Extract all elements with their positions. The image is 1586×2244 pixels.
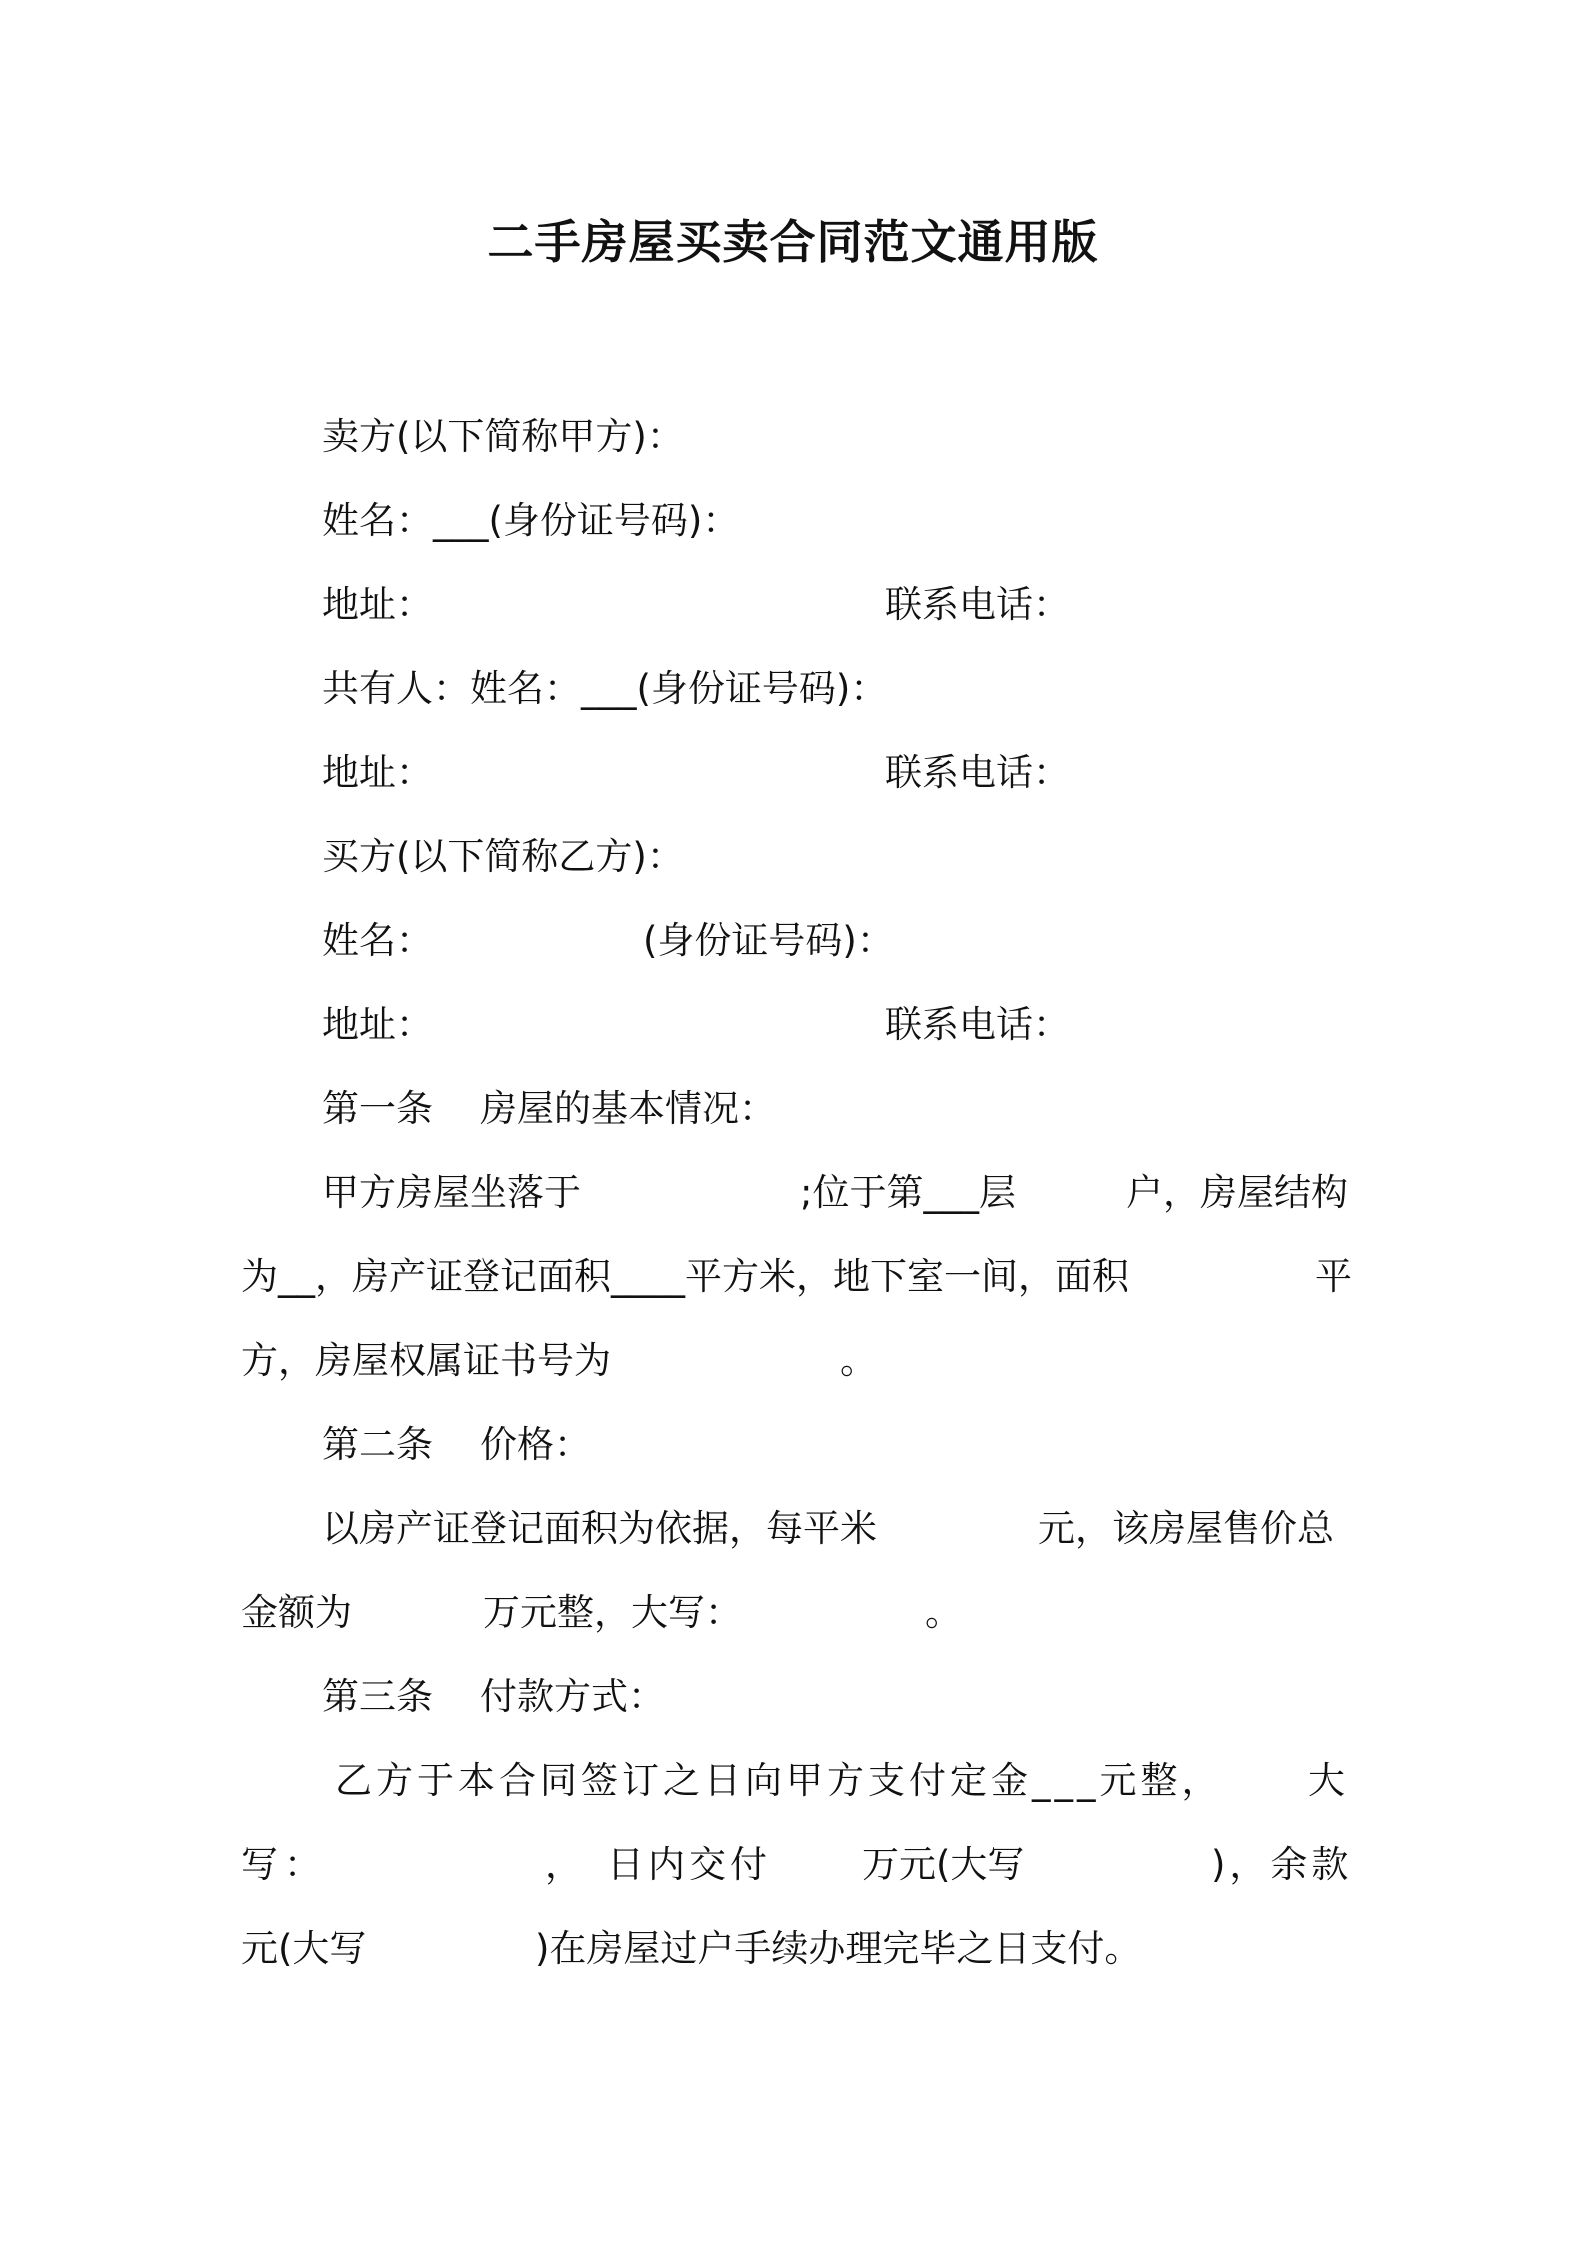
article-3-line2-d: 万元(大写 — [862, 1843, 1025, 1886]
article-1-line3-b: 。 — [840, 1339, 877, 1382]
article-2-line2-c: 。 — [925, 1591, 962, 1634]
buyer-phone-label: 联系电话： — [885, 1003, 1070, 1046]
article-1-line1-a: 甲方房屋坐落于 — [322, 1171, 581, 1214]
co-owner-phone-label: 联系电话： — [885, 751, 1070, 794]
article-1-line2-a: 为__，房产证登记面积____平方米，地下室一间，面积 — [241, 1255, 1129, 1298]
co-owner-name-line: 共有人：姓名：___(身份证号码)： — [322, 667, 888, 710]
article-2-heading: 第二条 价格： — [322, 1423, 592, 1466]
seller-heading: 卖方(以下简称甲方)： — [322, 415, 684, 458]
article-3-line2-a: 写： — [241, 1843, 327, 1886]
article-3-line2-b: ， — [545, 1843, 582, 1886]
article-3-line3-a: 元(大写 — [241, 1927, 367, 1970]
article-1-line1-b: ;位于第___层 — [800, 1171, 1016, 1214]
article-2-line2-b: 万元整，大写： — [483, 1591, 742, 1634]
buyer-address-label: 地址： — [322, 1003, 433, 1046]
article-2-line2-a: 金额为 — [241, 1591, 352, 1634]
seller-name-line: 姓名：___(身份证号码)： — [322, 499, 740, 542]
article-1-line3-a: 方，房屋权属证书号为 — [241, 1339, 611, 1382]
article-2-line1-b: 元，该房屋售价总 — [1038, 1507, 1334, 1550]
document-title: 二手房屋买卖合同范文通用版 — [487, 215, 1099, 269]
article-2-line1-a: 以房产证登记面积为依据，每平米 — [322, 1507, 877, 1550]
article-3-line3-b: )在房屋过户手续办理完毕之日支付。 — [535, 1927, 1142, 1970]
article-1-line1-c: 户，房屋结构 — [1126, 1171, 1348, 1214]
seller-address-label: 地址： — [322, 583, 433, 626]
seller-phone-label: 联系电话： — [885, 583, 1070, 626]
article-1-line2-b: 平 — [1315, 1255, 1352, 1298]
article-1-heading: 第一条 房屋的基本情况： — [322, 1087, 777, 1130]
co-owner-address-label: 地址： — [322, 751, 433, 794]
buyer-heading: 买方(以下简称乙方)： — [322, 835, 684, 878]
article-3-heading: 第三条 付款方式： — [322, 1675, 666, 1718]
article-3-line2-e: )，余款 — [1211, 1843, 1353, 1886]
article-3-line2-c: 日内交付 — [607, 1843, 771, 1886]
article-3-line1-b: 大 — [1308, 1759, 1345, 1802]
buyer-id-label: (身份证号码)： — [643, 919, 894, 962]
buyer-name-label: 姓名： — [322, 919, 433, 962]
article-3-line1-a: 乙方于本合同签订之日向甲方支付定金___元整， — [335, 1759, 1223, 1802]
